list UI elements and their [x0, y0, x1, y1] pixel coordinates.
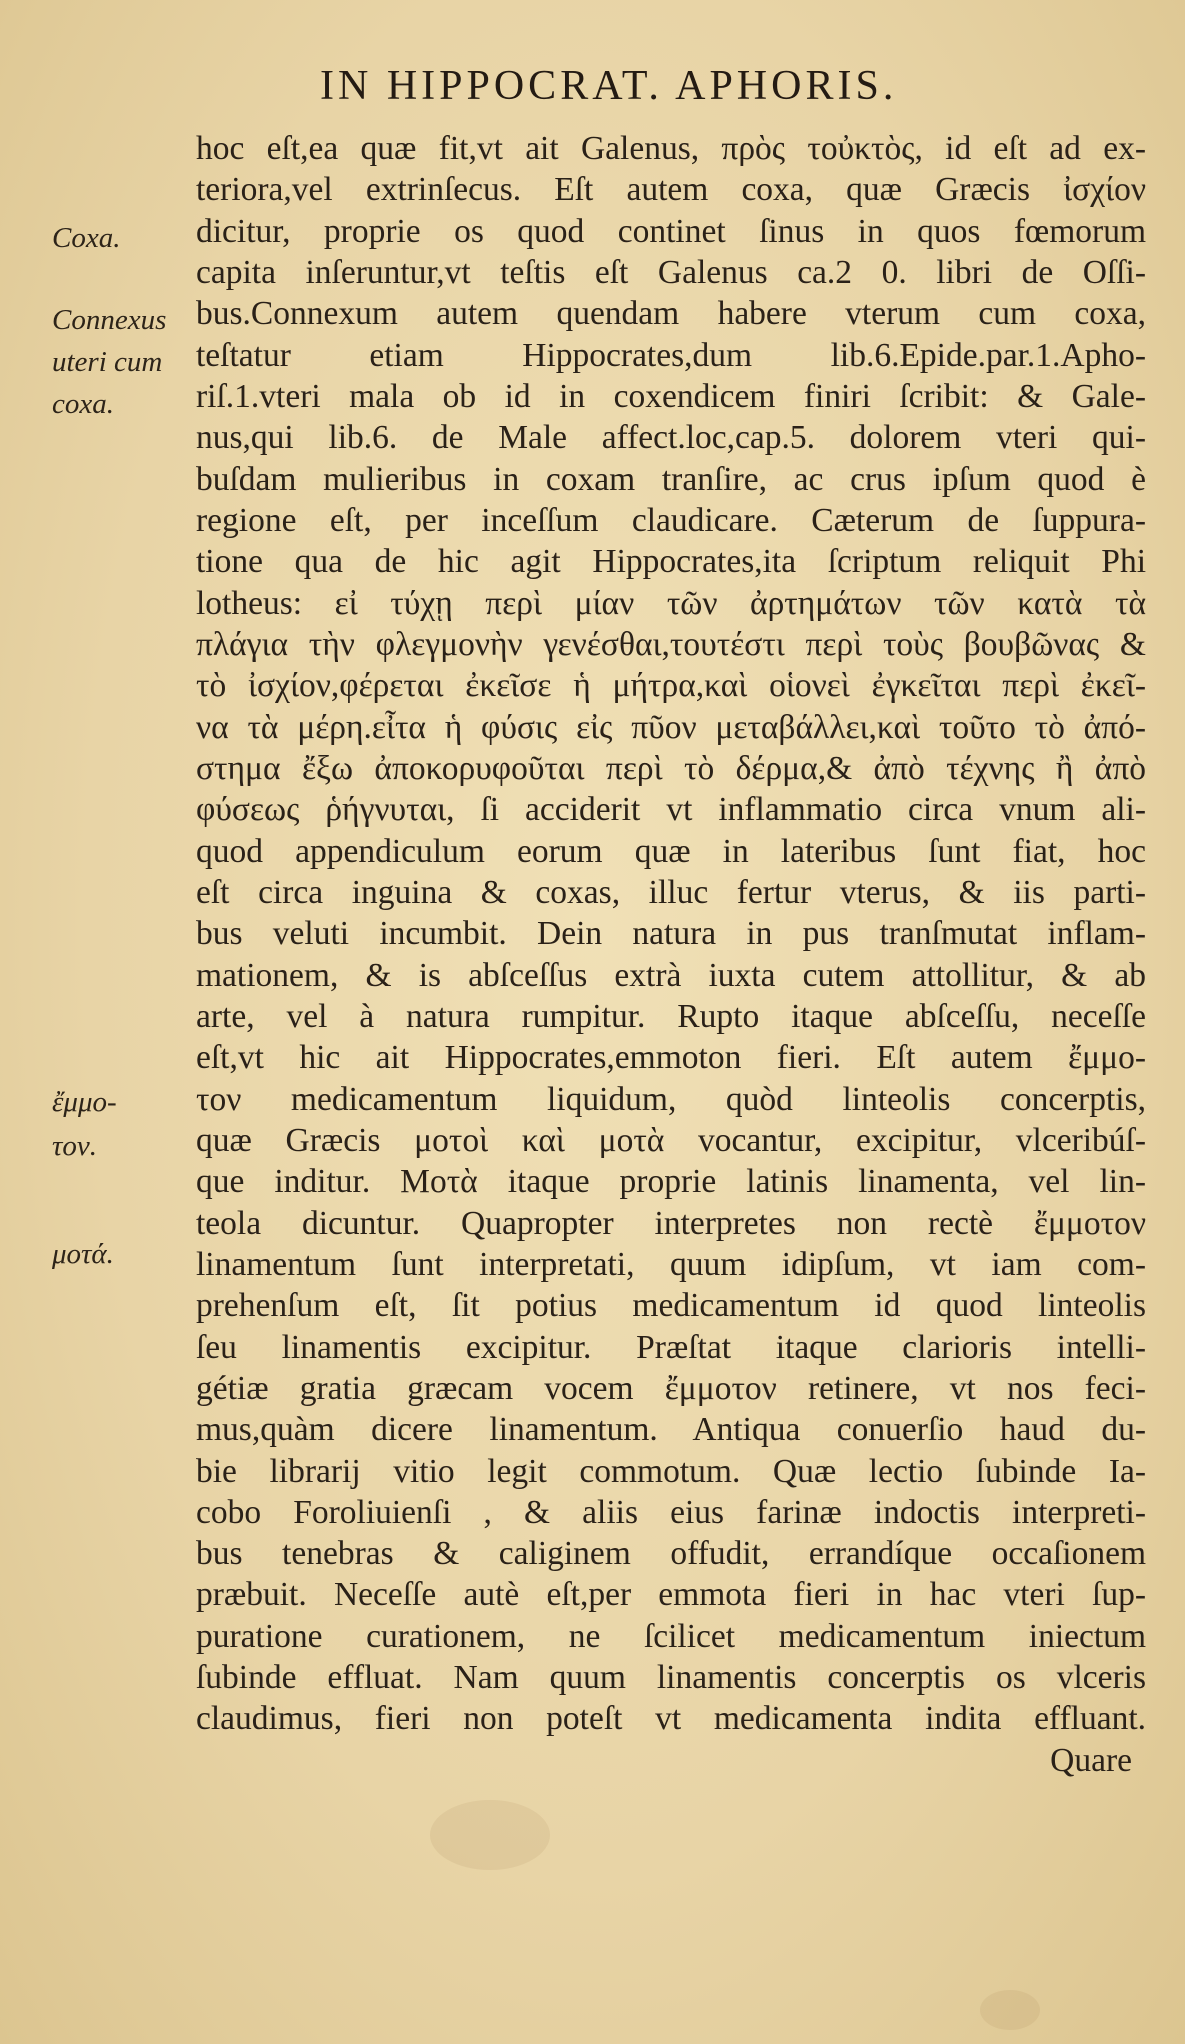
text-line: τον medicamentum liquidum, quòd linteolis concerptis, — [196, 1080, 1146, 1118]
text-line: claudimus, fieri non poteſt vt medicamenta indita effluant. — [196, 1700, 1146, 1738]
text-line: mationem, & is abſceſſus extrà iuxta cutem attollitur, & ab — [196, 956, 1146, 994]
running-head: IN HIPPOCRAT. APHORIS. — [320, 63, 898, 109]
text-line: puratione curationem, ne ſcilicet medicamentum iniectum — [196, 1617, 1146, 1655]
text-line: tione qua de hic agit Hippocrates,ita ſcriptum reliquit Phi — [196, 543, 1146, 581]
text-line: ſubinde effluat. Nam quum linamentis concerptis os vlceris — [196, 1659, 1146, 1697]
text-line: hoc eſt,ea quæ fit,vt ait Galenus, πρὸς τοὐκτὸς, id eſt ad ex- — [196, 130, 1146, 167]
text-line: quod appendiculum eorum quæ in lateribus ſunt fiat, hoc — [196, 832, 1146, 870]
text-line: cobo Foroliuienſi , & aliis eius farinæ indoctis interpreti- — [196, 1493, 1146, 1531]
text-line: ſeu linamentis excipitur. Præſtat itaque clarioris intelli- — [196, 1328, 1146, 1366]
text-line: arte, vel à natura rumpitur. Rupto itaque abſceſſu, neceſſe — [196, 997, 1146, 1035]
text-line: bie librarij vitio legit commotum. Quæ lectio ſubinde Ia- — [196, 1452, 1146, 1490]
text-line: teola dicuntur. Quapropter interpretes non rectè ἔμμοτον — [196, 1204, 1146, 1242]
sidenote-uteri-cum: uteri cum — [52, 346, 163, 378]
text-line: quæ Græcis μοτοὶ καὶ μοτὰ vocantur, excipitur, vlceribúſ- — [196, 1121, 1146, 1159]
sidenote-coxa: Coxa. — [52, 222, 121, 254]
text-line: teriora,vel extrinſecus. Eſt autem coxa, quæ Græcis ἰσχίον — [196, 171, 1146, 209]
body-text — [196, 128, 1146, 1781]
text-line: bus tenebras & caliginem offudit, errandíque occaſionem — [196, 1535, 1146, 1573]
sidenote-ton: τον. — [52, 1130, 98, 1162]
text-line: τὸ ἰσχίον,φέρεται ἐκεῖσε ἡ μήτρα,καὶ οἱονεὶ ἐγκεῖται περὶ ἐκεῖ- — [196, 667, 1146, 705]
sidenote-emmoton: ἔμμο- — [52, 1086, 117, 1118]
text-line: riſ.1.vteri mala ob id in coxendicem finiri ſcribit: & Gale- — [196, 377, 1146, 415]
text-line: teſtatur etiam Hippocrates,dum lib.6.Epide.par.1.Apho- — [196, 336, 1146, 374]
sidenote-connexus: Connexus — [52, 304, 167, 336]
text-line: buſdam mulieribus in coxam tranſire, ac crus ipſum quod è — [196, 460, 1146, 498]
paper-stain — [430, 1800, 550, 1870]
text-line: eſt circa inguina & coxas, illuc fertur vterus, & iis parti- — [196, 873, 1146, 911]
sidenote-coxa-2: coxa. — [52, 388, 114, 420]
text-line: prehenſum eſt, ſit potius medicamentum id quod linteolis — [196, 1287, 1146, 1325]
sidenote-mota: μοτά. — [52, 1238, 114, 1270]
text-line: præbuit. Neceſſe autè eſt,per emmota fieri in hac vteri ſup- — [196, 1576, 1146, 1614]
text-line: mus,quàm dicere linamentum. Antiqua conuerſio haud du- — [196, 1411, 1146, 1449]
text-line: capita inſeruntur,vt teſtis eſt Galenus ca.2 0. libri de Oſſi- — [196, 253, 1146, 291]
text-line: στημα ἔξω ἀποκορυφοῦται περὶ τὸ δέρμα,& ἀπὸ τέχνης ἢ ἀπὸ — [196, 749, 1146, 787]
text-line: πλάγια τὴν φλεγμονὴν γενέσθαι,τουτέστι περὶ τοὺς βουβῶνας & — [196, 625, 1146, 663]
text-line: regione eſt, per inceſſum claudicare. Cæterum de ſuppura- — [196, 501, 1146, 539]
text-line: nus,qui lib.6. de Male affect.loc,cap.5. dolorem vteri qui- — [196, 419, 1146, 457]
text-line: gétiæ gratia græcam vocem ἔμμοτον retinere, vt nos feci- — [196, 1369, 1146, 1407]
text-line: bus veluti incumbit. Dein natura in pus tranſmutat inflam- — [196, 915, 1146, 953]
paper-stain — [980, 1990, 1040, 2030]
text-line: que inditur. Μοτὰ itaque proprie latinis linamenta, vel lin- — [196, 1163, 1146, 1201]
text-line: dicitur, proprie os quod continet ſinus in quos fœmorum — [196, 212, 1146, 250]
text-line: lotheus: εἰ τύχῃ περὶ μίαν τῶν ἀρτημάτων τῶν κατὰ τὰ — [196, 584, 1146, 622]
text-line: bus.Connexum autem quendam habere vterum cum coxa, — [196, 295, 1146, 333]
catchword: Quare — [1050, 1741, 1132, 1779]
text-line: linamentum ſunt interpretati, quum idipſum, vt iam com- — [196, 1245, 1146, 1283]
text-line: eſt,vt hic ait Hippocrates,emmoton fieri. Eſt autem ἔμμο- — [196, 1039, 1146, 1077]
text-line: φύσεως ῥήγνυται, ſi acciderit vt inflammatio circa vnum ali- — [196, 791, 1146, 829]
text-line: να τὰ μέρη.εἶτα ἡ φύσις εἰς πῦον μεταβάλλει,καὶ τοῦτο τὸ ἀπό- — [196, 708, 1146, 746]
